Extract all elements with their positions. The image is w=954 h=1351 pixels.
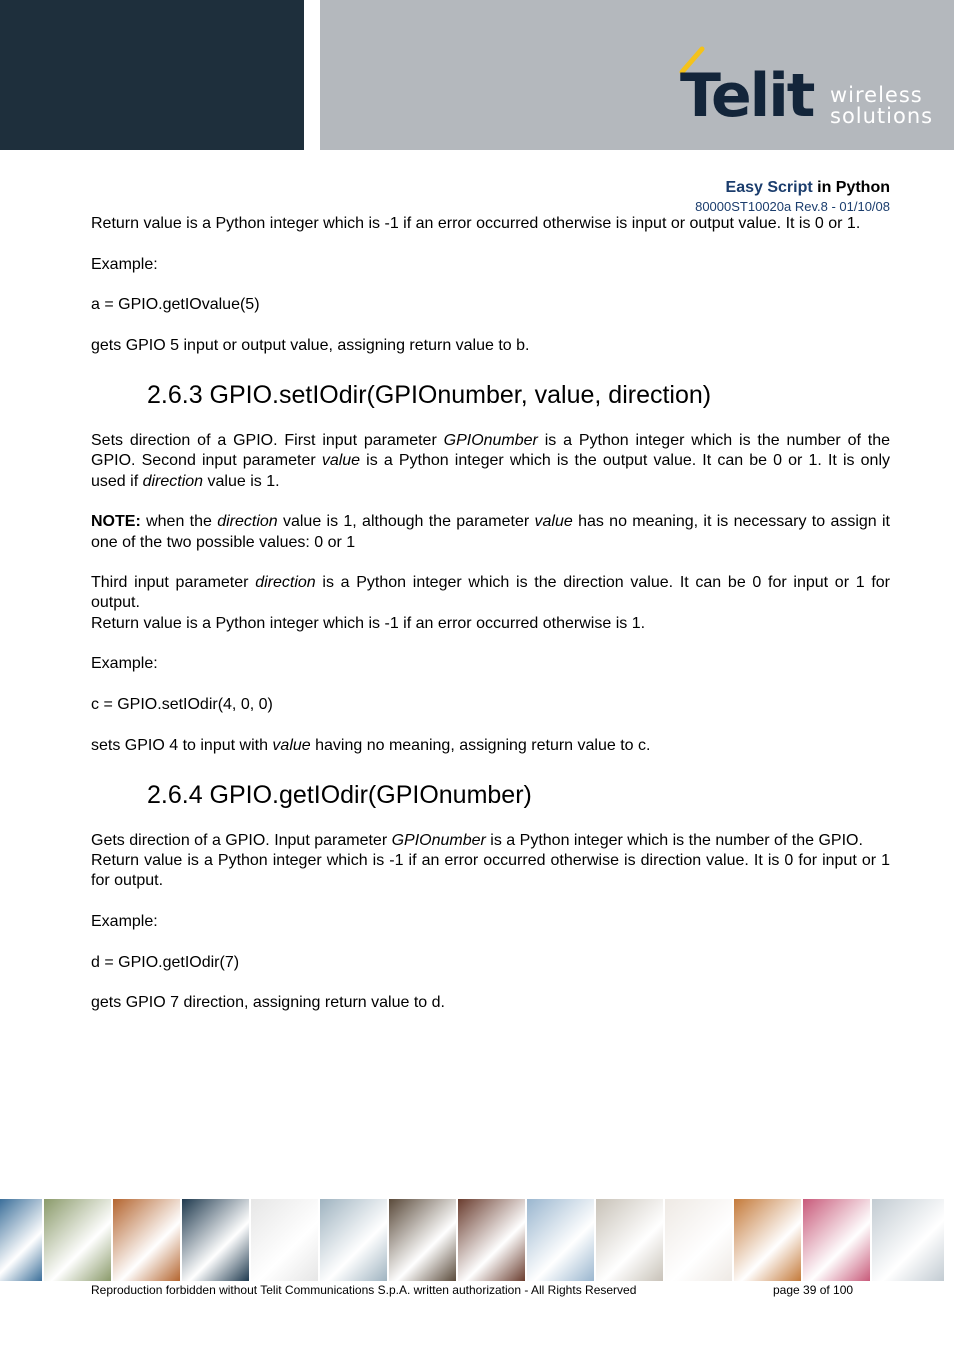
- photo-tile: [665, 1199, 732, 1281]
- photo-tile: [44, 1199, 111, 1281]
- photo-tile: [803, 1199, 870, 1281]
- page-content: [91, 214, 890, 1034]
- paragraph: Return value is a Python integer which is -1 if an error occurred otherwise is 1.: [91, 614, 646, 632]
- document-title-part1: Easy Script: [725, 179, 813, 196]
- photo-tile: [251, 1199, 318, 1281]
- photo-tile: [113, 1199, 180, 1281]
- photo-tile: [0, 1199, 42, 1281]
- example-label: Example:: [91, 255, 158, 273]
- photo-tile: [320, 1199, 387, 1281]
- paragraph: Return value is a Python integer which is -1 if an error occurred otherwise is direction value. It is 0 for input or 1 for output.: [91, 852, 890, 890]
- photo-tile: [389, 1199, 456, 1281]
- section-heading-2-6-4: 2.6.4 GPIO.getIOdir(GPIOnumber): [147, 780, 532, 809]
- footer-image-strip: [0, 1199, 954, 1281]
- paragraph: Sets direction of a GPIO. First input parameter GPIOnumber is a Python integer which is the number of the GPIO. Second input parameter value is a Python integer which is the output value. It can be 0 or 1. It is only used if direction value is 1.: [91, 432, 891, 490]
- logo-tagline-line2: solutions: [830, 104, 934, 128]
- example-label: Example:: [91, 655, 158, 673]
- header-dark-block: [0, 0, 304, 150]
- paragraph: sets GPIO 4 to input with value having no meaning, assigning return value to c.: [91, 736, 651, 754]
- paragraph: Third input parameter direction is a Python integer which is the direction value. It can be 0 for input or 1 for output.: [91, 574, 891, 612]
- note-paragraph: NOTE: when the direction value is 1, although the parameter value has no meaning, it is necessary to assign it one of the two possible values: 0 or 1: [91, 513, 890, 551]
- note-label: NOTE:: [91, 513, 141, 531]
- section-heading-2-6-3: 2.6.3 GPIO.setIOdir(GPIOnumber, value, direction): [147, 381, 712, 410]
- footer-copyright: Reproduction forbidden without Telit Communications S.p.A. written authorization - All Rights Reserved: [91, 1283, 637, 1297]
- paragraph: Gets direction of a GPIO. Input parameter GPIOnumber is a Python integer which is the number of the GPIO.: [91, 831, 863, 849]
- logo-tagline: [830, 85, 933, 127]
- example-label: Example:: [91, 913, 158, 931]
- document-title: [726, 179, 890, 197]
- photo-tile: [872, 1199, 944, 1281]
- page-number: page 39 of 100: [773, 1283, 854, 1297]
- photo-tile: [458, 1199, 525, 1281]
- document-reference: 80000ST10020a Rev.8 - 01/10/08: [695, 199, 890, 214]
- telit-logo: Telit: [680, 61, 814, 131]
- code-example: d = GPIO.getIOdir(7): [91, 953, 240, 971]
- photo-tile: [182, 1199, 249, 1281]
- logo-tagline-line1: wireless: [830, 83, 923, 107]
- paragraph: gets GPIO 5 input or output value, assigning return value to b.: [91, 336, 530, 354]
- photo-tile: [527, 1199, 594, 1281]
- paragraph: gets GPIO 7 direction, assigning return value to d.: [91, 994, 445, 1012]
- code-example: a = GPIO.getIOvalue(5): [91, 296, 260, 314]
- photo-tile: [596, 1199, 663, 1281]
- code-example: c = GPIO.setIOdir(4, 0, 0): [91, 695, 273, 713]
- document-title-part2: in Python: [812, 179, 890, 196]
- photo-tile: [734, 1199, 801, 1281]
- paragraph: Return value is a Python integer which is -1 if an error occurred otherwise is input or output value. It is 0 or 1.: [91, 215, 861, 232]
